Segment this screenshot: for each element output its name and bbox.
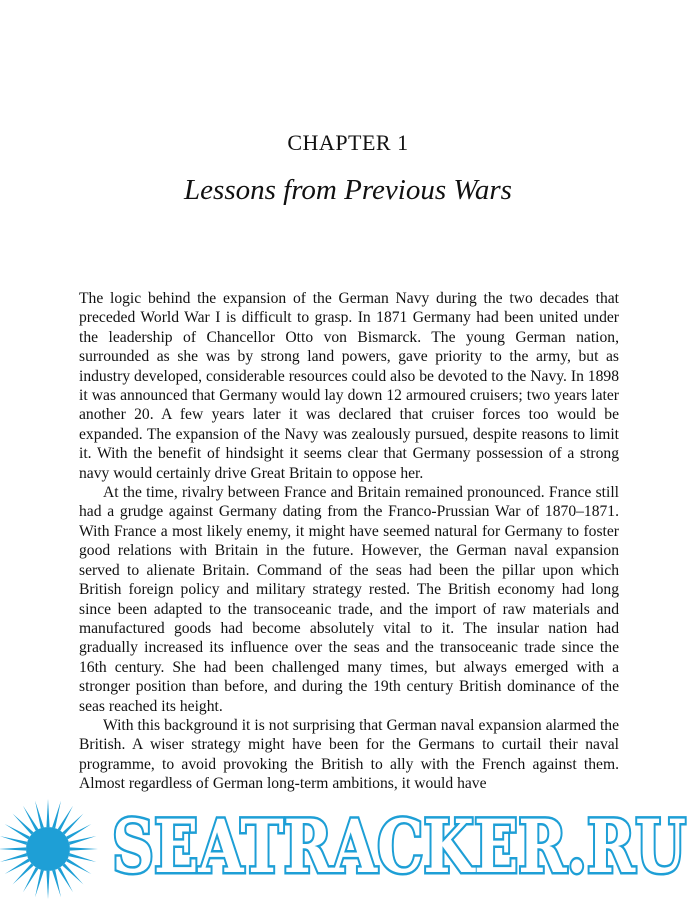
sun-ray bbox=[13, 814, 34, 835]
sun-core bbox=[26, 827, 70, 871]
sun-ray bbox=[52, 870, 61, 898]
sun-ray bbox=[46, 799, 49, 827]
chapter-title: Lessons from Previous Wars bbox=[184, 174, 512, 206]
sun-ray bbox=[46, 871, 49, 899]
sun-ray bbox=[62, 814, 83, 835]
sun-ray bbox=[62, 863, 83, 884]
sun-ray bbox=[70, 847, 98, 850]
sun-ray bbox=[0, 836, 27, 845]
watermark-text: SEATRACKER.RU bbox=[112, 804, 686, 890]
sun-ray bbox=[0, 847, 26, 850]
sun-ray bbox=[52, 801, 61, 829]
paragraph-2: At the time, rivalry between France and Britain remained pronounced. France still had a grudge against Germany dating from the Franco-Prussian War of 1870–1871. With France a most likely enemy, it might have seemed natural for Germany to foster good relations with Britain in the future. However, the German naval expansion served to alienate Britain. Command of the seas had been the pillar upon which British foreign policy and military strategy rested. The British economy had long since been adapted to the transoceanic trade, and the import of raw materials and manufactured goods had become absolutely vital to it. The insular nation had gradually increased its influence over the seas and the transoceanic trade since the 16th century. She had been challenged many times, but always emerged with a stronger position than before, and during the 19th century British dominance of the seas reached its height. bbox=[79, 484, 619, 715]
sun-burst-icon bbox=[0, 799, 98, 899]
sun-ray bbox=[0, 853, 27, 862]
sun-ray bbox=[35, 870, 44, 898]
watermark bbox=[0, 788, 696, 899]
sun-ray bbox=[69, 853, 97, 862]
chapter-number: CHAPTER 1 bbox=[287, 130, 409, 155]
sun-ray bbox=[35, 801, 44, 829]
paragraph-1: The logic behind the expansion of the German Navy during the two decades that preceded World War I is difficult to grasp. In 1871 Germany had been united under the leadership of Chancellor Otto von Bismarck. The young German nation, surrounded as she was by strong land powers, gave priority to the army, but as industry developed, considerable resources could also be devoted to the Navy. In 1898 it was announced that Germany would lay down 12 armoured cruisers; two years later another 20. A few years later it was declared that cruiser forces too would be expanded. The expansion of the Navy was zealously pursued, despite reasons to limit it. With the benefit of hindsight it seems clear that Germany possession of a strong navy would certainly drive Great Britain to oppose her. bbox=[79, 290, 619, 482]
paragraph-3: With this background it is not surprising that German naval expansion alarmed the British. A wiser strategy might have been for the Germans to curtail their naval programme, to avoid provoking the British to ally with the French against them. Almost regardless of German long-term ambitions, it would have bbox=[79, 716, 619, 793]
sun-ray bbox=[13, 863, 34, 884]
body-text bbox=[79, 289, 619, 794]
sun-ray bbox=[69, 836, 97, 845]
